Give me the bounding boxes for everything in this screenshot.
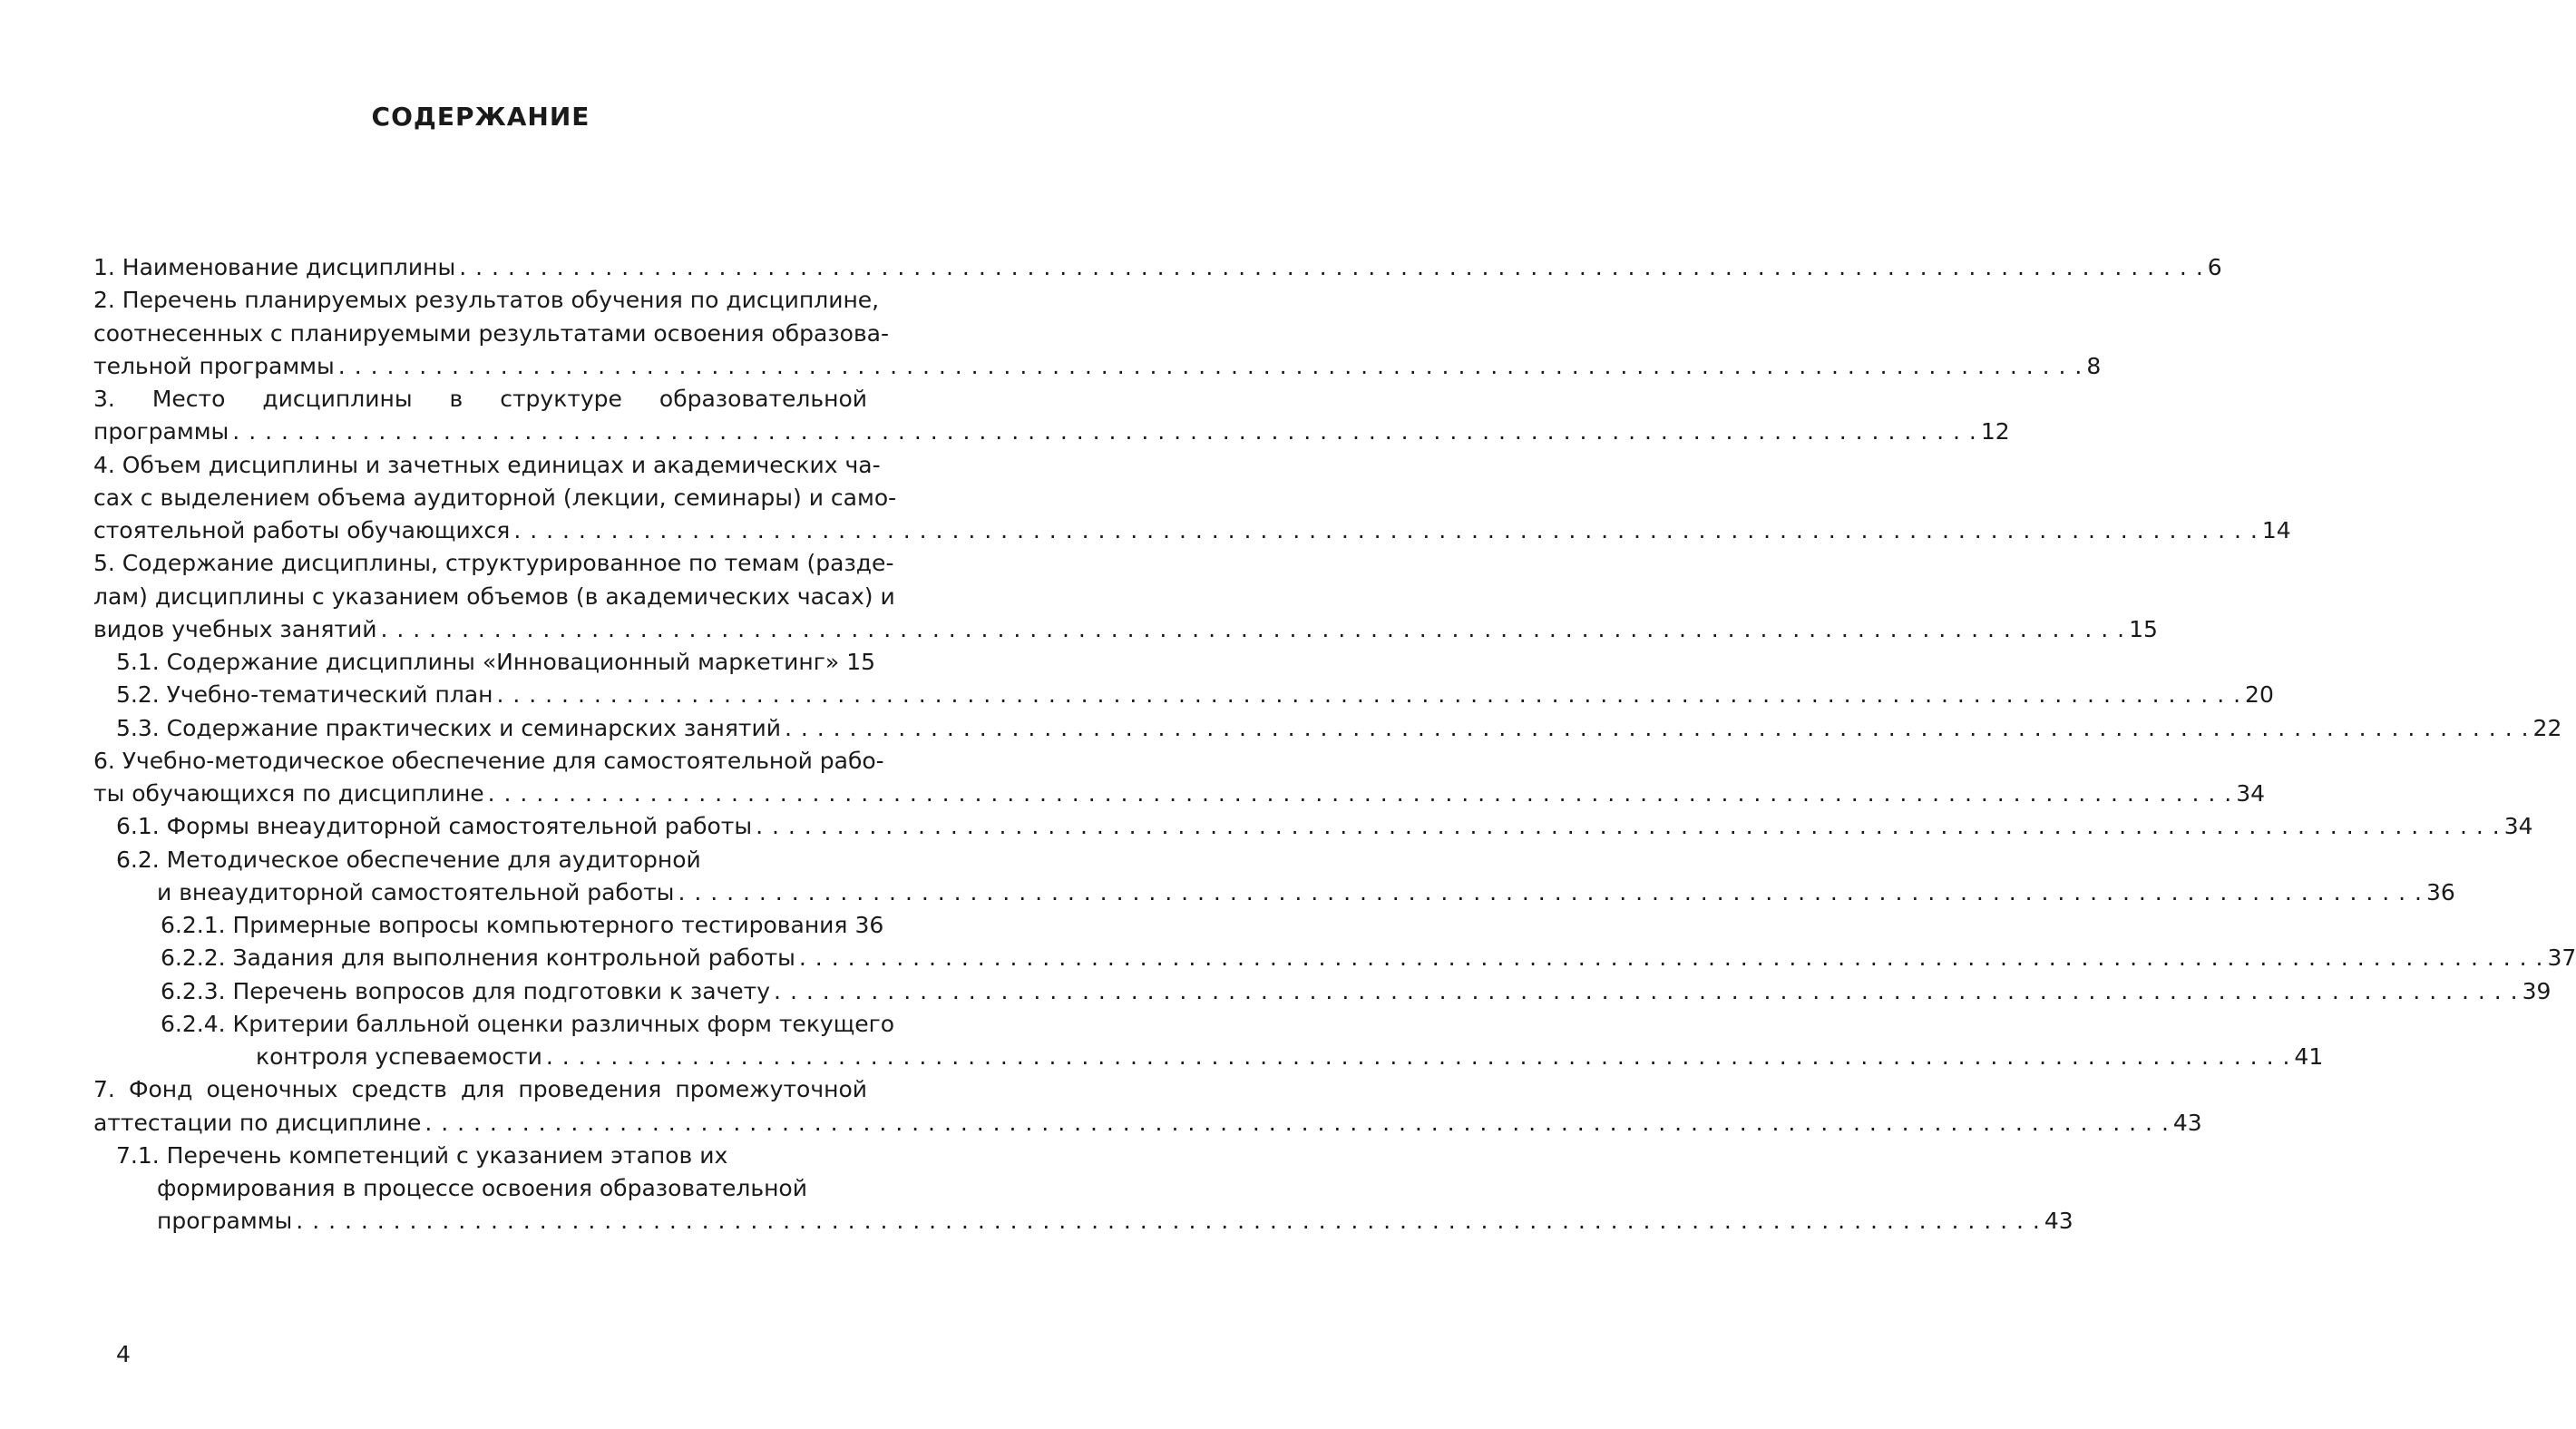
toc-entry-title: программы	[93, 418, 229, 445]
toc-page-number: 43	[2044, 1208, 2073, 1235]
toc-entry-line	[161, 975, 2552, 1008]
toc-entry-line	[116, 712, 2562, 745]
toc-entry[interactable]	[93, 745, 2266, 811]
toc-leader-dots	[296, 1205, 2041, 1238]
toc-leader-dots	[513, 514, 2259, 547]
toc-entry-line: сах с выделением объема аудиторной (лекции, семинары) и само-	[93, 484, 897, 511]
toc-entry-line	[157, 1205, 2073, 1238]
toc-entry-title: видов учебных занятий	[93, 615, 377, 642]
toc-leader-dots	[424, 1107, 2170, 1140]
toc-entry-title: ты обучающихся по дисциплине	[93, 780, 484, 807]
toc-entry-line: 6.2.4. Критерии балльной оценки различных форм текущего	[161, 1010, 895, 1037]
toc-entry[interactable]	[116, 942, 2576, 974]
toc-entry-line: 6. Учебно-методическое обеспечение для самостоятельной рабо-	[93, 747, 884, 774]
toc-page-number: 22	[2532, 714, 2562, 741]
toc-entry-title: 6.2.1. Примерные вопросы компьютерного тестирования	[161, 912, 848, 938]
toc-entry-line	[116, 810, 2533, 843]
toc-page-number: 34	[2503, 813, 2533, 840]
toc-entry-title: 1. Наименование дисциплины	[93, 254, 456, 280]
page-title: СОДЕРЖАНИЕ	[371, 102, 590, 132]
toc-entry-line: формирования в процессе освоения образовательной	[157, 1175, 807, 1201]
toc-entry-line	[157, 876, 2455, 909]
toc-leader-dots	[678, 876, 2423, 909]
toc-entry-line	[161, 909, 884, 942]
toc-entry-title: 5.3. Содержание практических и семинарских занятий	[116, 714, 781, 741]
toc-page-number: 39	[2522, 977, 2552, 1004]
toc-entry-line	[93, 350, 2102, 383]
toc-page-number: 36	[2426, 878, 2455, 905]
toc-entry-line	[93, 416, 2010, 448]
toc-leader-dots	[774, 975, 2519, 1008]
toc-entry[interactable]	[116, 712, 2562, 745]
toc-leader-dots	[546, 1041, 2291, 1073]
toc-entry-line: 7. Фонд оценочных средств для проведения промежуточной	[93, 1076, 867, 1103]
toc-leader-dots	[232, 416, 1977, 448]
toc-entry-line	[93, 514, 2291, 547]
toc-entry[interactable]	[93, 547, 2158, 646]
toc-entry-title: 5.2. Учебно-тематический план	[116, 681, 493, 709]
toc-entry-title: контроля успеваемости	[256, 1043, 542, 1070]
toc-entry[interactable]	[116, 1140, 2073, 1238]
toc-page-number: 37	[2547, 945, 2576, 972]
toc-entry-line	[93, 251, 2222, 284]
toc-entry-line: 6.2. Методическое обеспечение для аудиторной	[116, 846, 701, 873]
toc-page-number: 41	[2294, 1043, 2324, 1070]
toc-entry[interactable]	[116, 646, 875, 679]
toc-entry[interactable]	[116, 844, 2455, 910]
toc-entry-line: соотнесенных с планируемыми результатами освоения образова-	[93, 319, 890, 347]
toc-entry-line	[116, 646, 875, 679]
toc-page-number: 6	[2207, 254, 2222, 280]
toc-leader-dots	[785, 712, 2530, 745]
toc-page-number: 15	[2129, 615, 2158, 642]
toc-entry-line	[256, 1041, 2324, 1073]
toc-entry-title: и внеаудиторной самостоятельной работы	[157, 878, 675, 905]
toc-entry-line	[116, 679, 2274, 711]
toc-entry-line	[93, 1107, 2202, 1140]
toc-entry-line	[93, 613, 2158, 646]
toc-leader-dots	[756, 810, 2501, 843]
toc-entry-title: 6.2.2. Задания для выполнения контрольной работы	[161, 945, 795, 972]
toc-page-number: 15	[846, 649, 875, 675]
toc-page-number: 8	[2086, 352, 2102, 379]
toc-entry-title: 5.1. Содержание дисциплины «Инновационный маркетинг»	[116, 649, 840, 675]
toc-entry-title: аттестации по дисциплине	[93, 1109, 422, 1136]
toc-leader-dots	[459, 251, 2204, 284]
toc-page-number: 20	[2245, 681, 2274, 709]
toc-entry[interactable]	[93, 449, 2291, 548]
toc-leader-dots	[496, 679, 2241, 711]
toc-entry-title: программы	[157, 1208, 293, 1235]
toc-entry-line: 5. Содержание дисциплины, структурированное по темам (разде-	[93, 550, 894, 577]
toc-entry-title: 6.1. Формы внеаудиторной самостоятельной работы	[116, 813, 753, 840]
toc-entry-line: лам) дисциплины с указанием объемов (в академических часах) и	[93, 582, 895, 610]
toc-entry-line	[161, 942, 2576, 974]
toc-entry[interactable]	[93, 251, 2222, 284]
toc-entry[interactable]	[93, 284, 2102, 383]
toc-entry[interactable]	[93, 1073, 2202, 1140]
toc-entry-line: 4. Объем дисциплины и зачетных единицах и академических ча-	[93, 451, 881, 478]
toc-leader-dots	[799, 942, 2544, 974]
toc-leader-dots	[338, 350, 2083, 383]
toc-entry-title: стоятельной работы обучающихся	[93, 517, 511, 543]
toc-entry[interactable]	[116, 1008, 2324, 1074]
toc-entry-line	[93, 778, 2266, 810]
toc-entry-title: тельной программы	[93, 352, 335, 379]
toc-entry-line: 3. Место дисциплины в структуре образовательной	[93, 386, 867, 412]
toc-entry-title: 6.2.3. Перечень вопросов для подготовки к зачету	[161, 977, 771, 1004]
toc-page-number: 34	[2236, 780, 2266, 807]
toc-entry[interactable]	[93, 383, 2010, 449]
toc-page-number: 12	[1980, 418, 2010, 445]
toc-page-number: 14	[2261, 517, 2291, 543]
toc-leader-dots	[488, 778, 2233, 810]
toc-page-number: 43	[2172, 1109, 2202, 1136]
table-of-contents	[93, 251, 2576, 1238]
toc-entry-line: 7.1. Перечень компетенций с указанием этапов их	[116, 1141, 728, 1169]
toc-entry[interactable]	[116, 909, 884, 942]
toc-leader-dots	[381, 613, 2126, 646]
toc-entry[interactable]	[116, 975, 2552, 1008]
toc-entry[interactable]	[116, 810, 2533, 843]
toc-page-number: 36	[854, 912, 884, 938]
page-number: 4	[116, 1341, 131, 1367]
toc-entry-line: 2. Перечень планируемых результатов обучения по дисциплине,	[93, 287, 880, 314]
toc-entry[interactable]	[116, 679, 2274, 711]
